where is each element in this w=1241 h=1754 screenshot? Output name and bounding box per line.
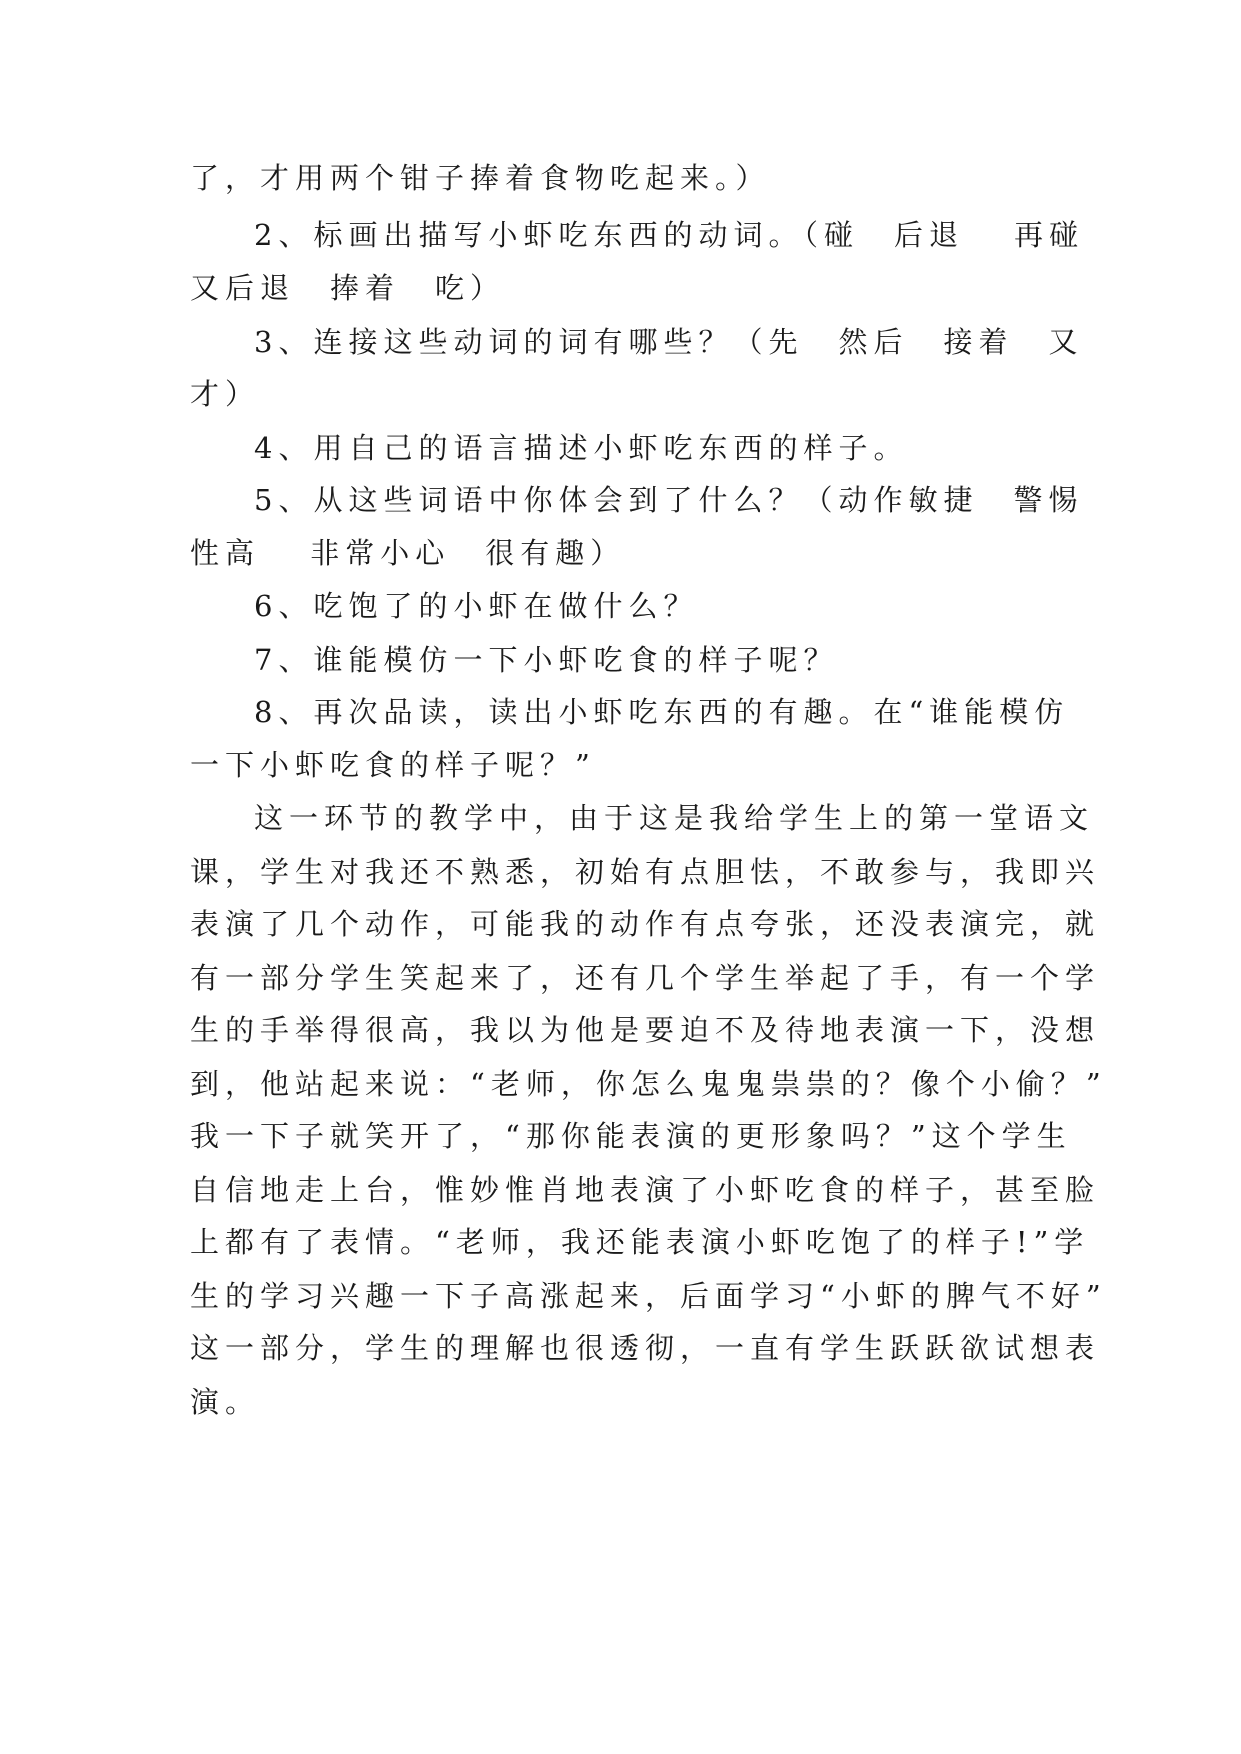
text-line: 性高 非常小心 很有趣）: [190, 536, 626, 570]
text-line: 一下小虾吃食的样子呢？”: [190, 748, 596, 782]
text-line: 到，他站起来说：“老师，你怎么鬼鬼祟祟的？像个小偷？”: [190, 1067, 1107, 1101]
text-line: 5、从这些词语中你体会到了什么？（动作敏捷 警惕: [254, 483, 1084, 517]
text-line: 了，才用两个钳子捧着食物吃起来。）: [190, 161, 771, 195]
text-line: 4、用自己的语言描述小虾吃东西的样子。: [254, 431, 909, 465]
text-line: 3、连接这些动词的词有哪些？（先 然后 接着 又: [254, 325, 1084, 359]
text-line: 上都有了表情。“老师，我还能表演小虾吃饱了的样子!”学: [190, 1225, 1090, 1259]
text-line: 自信地走上台，惟妙惟肖地表演了小虾吃食的样子，甚至脸: [190, 1173, 1101, 1207]
text-line: 8、再次品读，读出小虾吃东西的有趣。在“谁能模仿: [254, 695, 1070, 729]
text-line: 这一部分，学生的理解也很透彻，一直有学生跃跃欲试想表: [190, 1331, 1101, 1365]
text-line: 我一下子就笑开了，“那你能表演的更形象吗？”这个学生: [190, 1119, 1072, 1153]
text-line: 生的学习兴趣一下子高涨起来，后面学习“小虾的脾气不好”: [190, 1279, 1107, 1313]
text-line: 生的手举得很高，我以为他是要迫不及待地表演一下，没想: [190, 1013, 1101, 1047]
text-line: 又后退 捧着 吃）: [190, 271, 506, 305]
text-line: 6、吃饱了的小虾在做什么？: [254, 589, 699, 623]
text-line: 课，学生对我还不熟悉，初始有点胆怯，不敢参与，我即兴: [190, 855, 1101, 889]
text-line: 才）: [190, 377, 261, 411]
text-line: 7、谁能模仿一下小虾吃食的样子呢？: [254, 643, 839, 677]
text-line: 演。: [190, 1385, 261, 1419]
text-line: 这一环节的教学中，由于这是我给学生上的第一堂语文: [254, 801, 1095, 835]
text-line: 表演了几个动作，可能我的动作有点夸张，还没表演完，就: [190, 907, 1101, 941]
text-line: 有一部分学生笑起来了，还有几个学生举起了手，有一个学: [190, 961, 1101, 995]
text-line: 2、标画出描写小虾吃东西的动词。（碰 后退 再碰: [254, 218, 1085, 252]
